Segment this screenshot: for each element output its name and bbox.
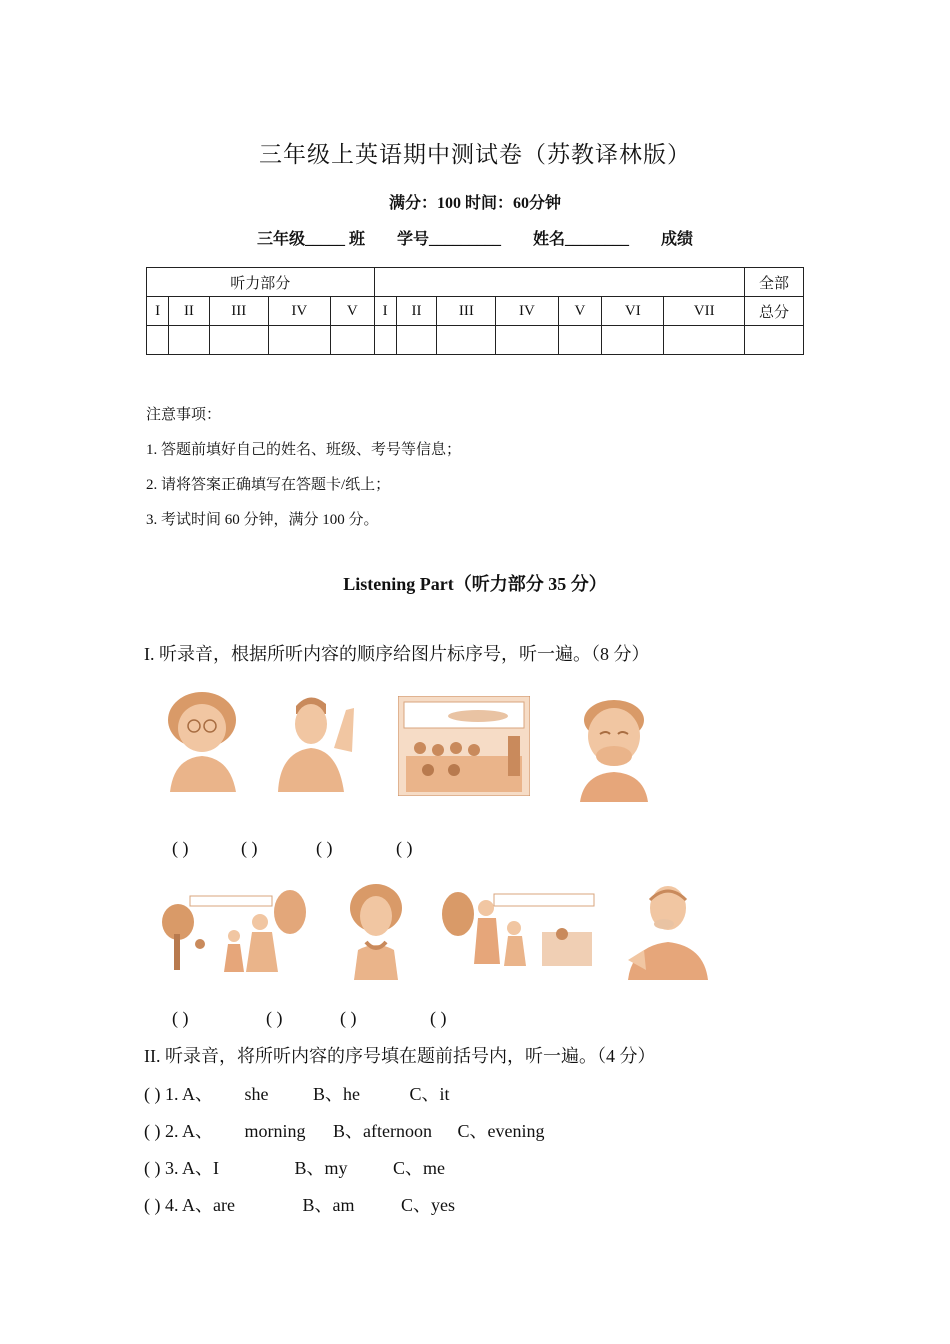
- option-b: B、my: [294, 1158, 348, 1178]
- question-row: [144, 1117, 545, 1143]
- answer-paren[interactable]: ( ): [430, 1008, 447, 1028]
- question-prefix[interactable]: ( ) 4. A、are: [144, 1195, 235, 1215]
- question-row: [144, 1080, 450, 1106]
- score-cell[interactable]: [745, 326, 804, 355]
- option-b: B、he: [313, 1084, 360, 1104]
- score-cell[interactable]: [169, 326, 210, 355]
- score-cell[interactable]: [330, 326, 374, 355]
- student-id-field[interactable]: 学号_________: [396, 231, 501, 248]
- score-label: 成绩: [661, 231, 694, 248]
- option-c: C、yes: [401, 1195, 455, 1215]
- option-c: C、it: [409, 1084, 450, 1104]
- section1-instruction: I. 听录音，根据所听内容的顺序给图片标序号，听一遍。（8 分）: [144, 644, 650, 664]
- question-row: [144, 1191, 455, 1217]
- written-col: II: [396, 297, 437, 326]
- score-cell[interactable]: [602, 326, 664, 355]
- listening-col: I: [147, 297, 169, 326]
- written-col: I: [374, 297, 396, 326]
- notes-heading: 注意事项：: [146, 407, 222, 423]
- score-cell[interactable]: [268, 326, 330, 355]
- note-item: 2. 请将答案正确填写在答题卡/纸上；: [146, 477, 391, 493]
- score-cell[interactable]: [664, 326, 745, 355]
- total-header-bottom: 总分: [745, 297, 804, 326]
- score-cell[interactable]: [374, 326, 396, 355]
- name-field[interactable]: 姓名________: [533, 231, 630, 248]
- listening-part-heading: Listening Part（听力部分 35 分）: [343, 574, 607, 594]
- class-field[interactable]: 三年级_____ 班: [256, 231, 365, 248]
- option-a: she: [244, 1084, 269, 1104]
- answer-paren[interactable]: ( ): [266, 1008, 283, 1028]
- exam-subtitle: 满分：100 时间：60分钟: [388, 195, 561, 212]
- score-cell[interactable]: [209, 326, 268, 355]
- listening-col: V: [330, 297, 374, 326]
- woman-picture: [338, 880, 410, 980]
- boy-laughing-picture: [574, 694, 654, 802]
- question-prefix[interactable]: ( ) 1. A、: [144, 1084, 213, 1104]
- score-table: [146, 267, 804, 355]
- total-header-top: 全部: [745, 268, 804, 297]
- answer-paren[interactable]: ( ): [241, 838, 258, 858]
- option-a: morning: [244, 1121, 306, 1141]
- note-item: 1. 答题前填好自己的姓名、班级、考号等信息；: [146, 442, 462, 458]
- listening-header: 听力部分: [147, 268, 375, 297]
- score-cell[interactable]: [396, 326, 437, 355]
- listening-col: III: [209, 297, 268, 326]
- question-prefix[interactable]: ( ) 3. A、I: [144, 1158, 219, 1178]
- question-prefix[interactable]: ( ) 2. A、: [144, 1121, 213, 1141]
- written-col: IV: [496, 297, 558, 326]
- father-waving-picture: [272, 688, 360, 792]
- grandpa-picture: [624, 880, 712, 980]
- option-b: B、afternoon: [333, 1121, 432, 1141]
- park-family-picture: [160, 882, 308, 974]
- page-title: 三年级上英语期中测试卷（苏教译林版）: [259, 142, 691, 167]
- answer-paren[interactable]: ( ): [396, 838, 413, 858]
- answer-paren[interactable]: ( ): [316, 838, 333, 858]
- option-c: C、me: [393, 1158, 445, 1178]
- score-cell[interactable]: [496, 326, 558, 355]
- written-col: VII: [664, 297, 745, 326]
- written-col: V: [558, 297, 602, 326]
- question-row: [144, 1154, 445, 1180]
- score-cell[interactable]: [147, 326, 169, 355]
- answer-paren[interactable]: ( ): [172, 838, 189, 858]
- option-b: B、am: [302, 1195, 355, 1215]
- written-col: VI: [602, 297, 664, 326]
- note-item: 3. 考试时间 60 分钟，满分 100 分。: [146, 512, 379, 528]
- answer-paren[interactable]: ( ): [172, 1008, 189, 1028]
- score-cell[interactable]: [437, 326, 496, 355]
- written-header: [374, 268, 744, 297]
- listening-col: II: [169, 297, 210, 326]
- grandma-picture: [160, 688, 244, 792]
- student-info-line: [0, 226, 950, 249]
- street-group-picture: [442, 884, 598, 972]
- classroom-picture: [398, 696, 530, 796]
- answer-paren[interactable]: ( ): [340, 1008, 357, 1028]
- listening-col: IV: [268, 297, 330, 326]
- score-cell[interactable]: [558, 326, 602, 355]
- option-c: C、evening: [457, 1121, 545, 1141]
- section2-instruction: II. 听录音，将所听内容的序号填在题前括号内，听一遍。（4 分）: [144, 1046, 656, 1066]
- written-col: III: [437, 297, 496, 326]
- notes-section: [146, 398, 461, 538]
